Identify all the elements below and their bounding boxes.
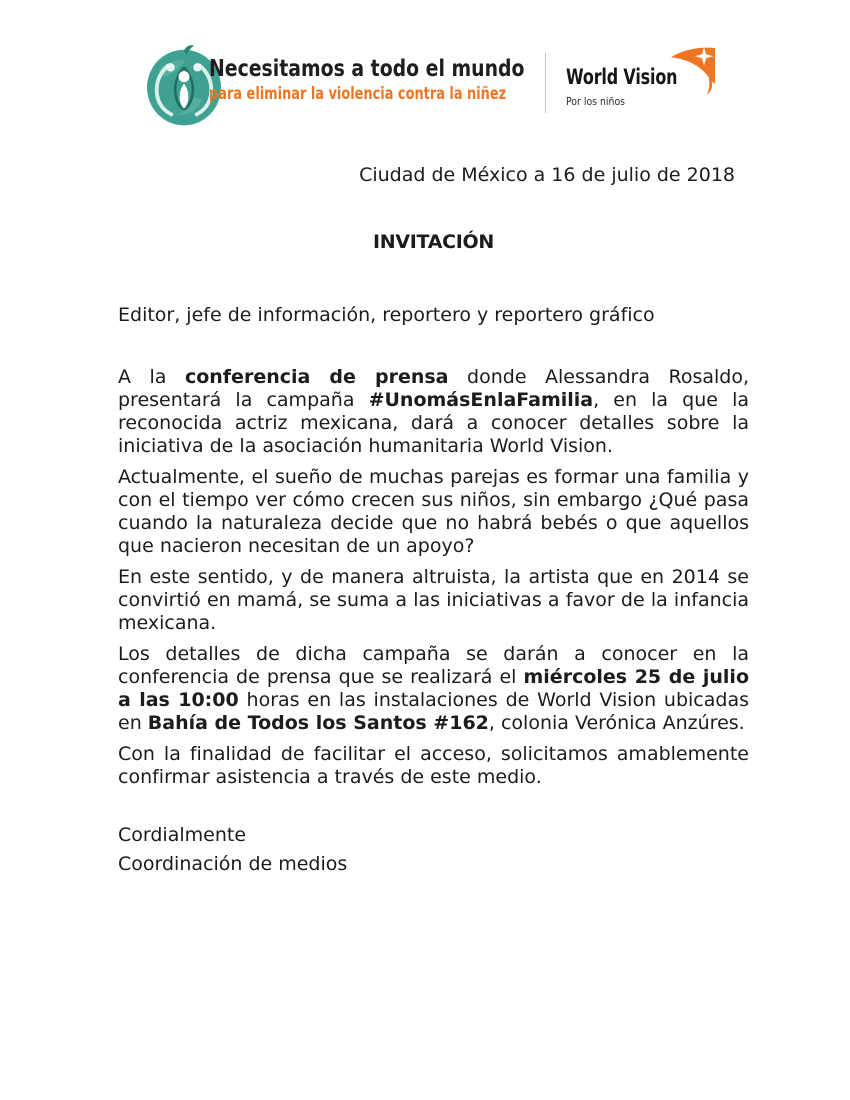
dateline: Ciudad de México a 16 de julio de 2018 (359, 164, 735, 186)
letter-paragraphs (118, 366, 749, 789)
slogan-subtitle: para eliminar la violencia contra la niñez (209, 84, 507, 104)
letter-title: INVITACIÓN (372, 231, 494, 253)
closing: Cordialmente (118, 824, 247, 846)
letter-body (118, 164, 749, 876)
paragraph: Los detalles de dicha campaña se darán a conocer en la conferencia de prensa que se realizará el miércoles 25 de julio a las 10:00 horas en las instalaciones de World Vision ubicadas en Bahía de Todos los Santos #162, colonia Verónica Anzúres. (118, 643, 749, 734)
brand-name: World Vision (566, 65, 678, 89)
paragraph: En este sentido, y de manera altruista, la artista que en 2014 se convirtió en mamá, se suma a las iniciativas a favor de la infancia mexicana. (118, 566, 749, 634)
signature: Coordinación de medios (118, 853, 348, 875)
brand-tagline: Por los niños (566, 95, 626, 108)
world-vision-flag-icon (670, 46, 716, 96)
slogan-title: Necesitamos a todo el mundo (209, 56, 525, 82)
letterhead (0, 0, 850, 130)
letterhead-slogan (209, 57, 600, 104)
paragraph: Con la finalidad de facilitar el acceso, solicitamos amablemente confirmar asistencia a través de este medio. (118, 743, 749, 788)
salutation: Editor, jefe de información, reportero y reportero gráfico (118, 304, 655, 326)
letterhead-divider (545, 53, 546, 113)
paragraph: Actualmente, el sueño de muchas parejas es formar una familia y con el tiempo ver cómo crecen sus niños, sin embargo ¿Qué pasa cuando la naturaleza decide que no habrá bebés o que aquellos que nacieron necesitan de un apoyo? (118, 466, 749, 557)
paragraph: A la conferencia de prensa donde Alessandra Rosaldo, presentará la campaña #UnomásEnlaFamilia, en la que la reconocida actriz mexicana, dará a conocer detalles sobre la iniciativa de la asociación humanitaria World Vision. (118, 366, 750, 457)
